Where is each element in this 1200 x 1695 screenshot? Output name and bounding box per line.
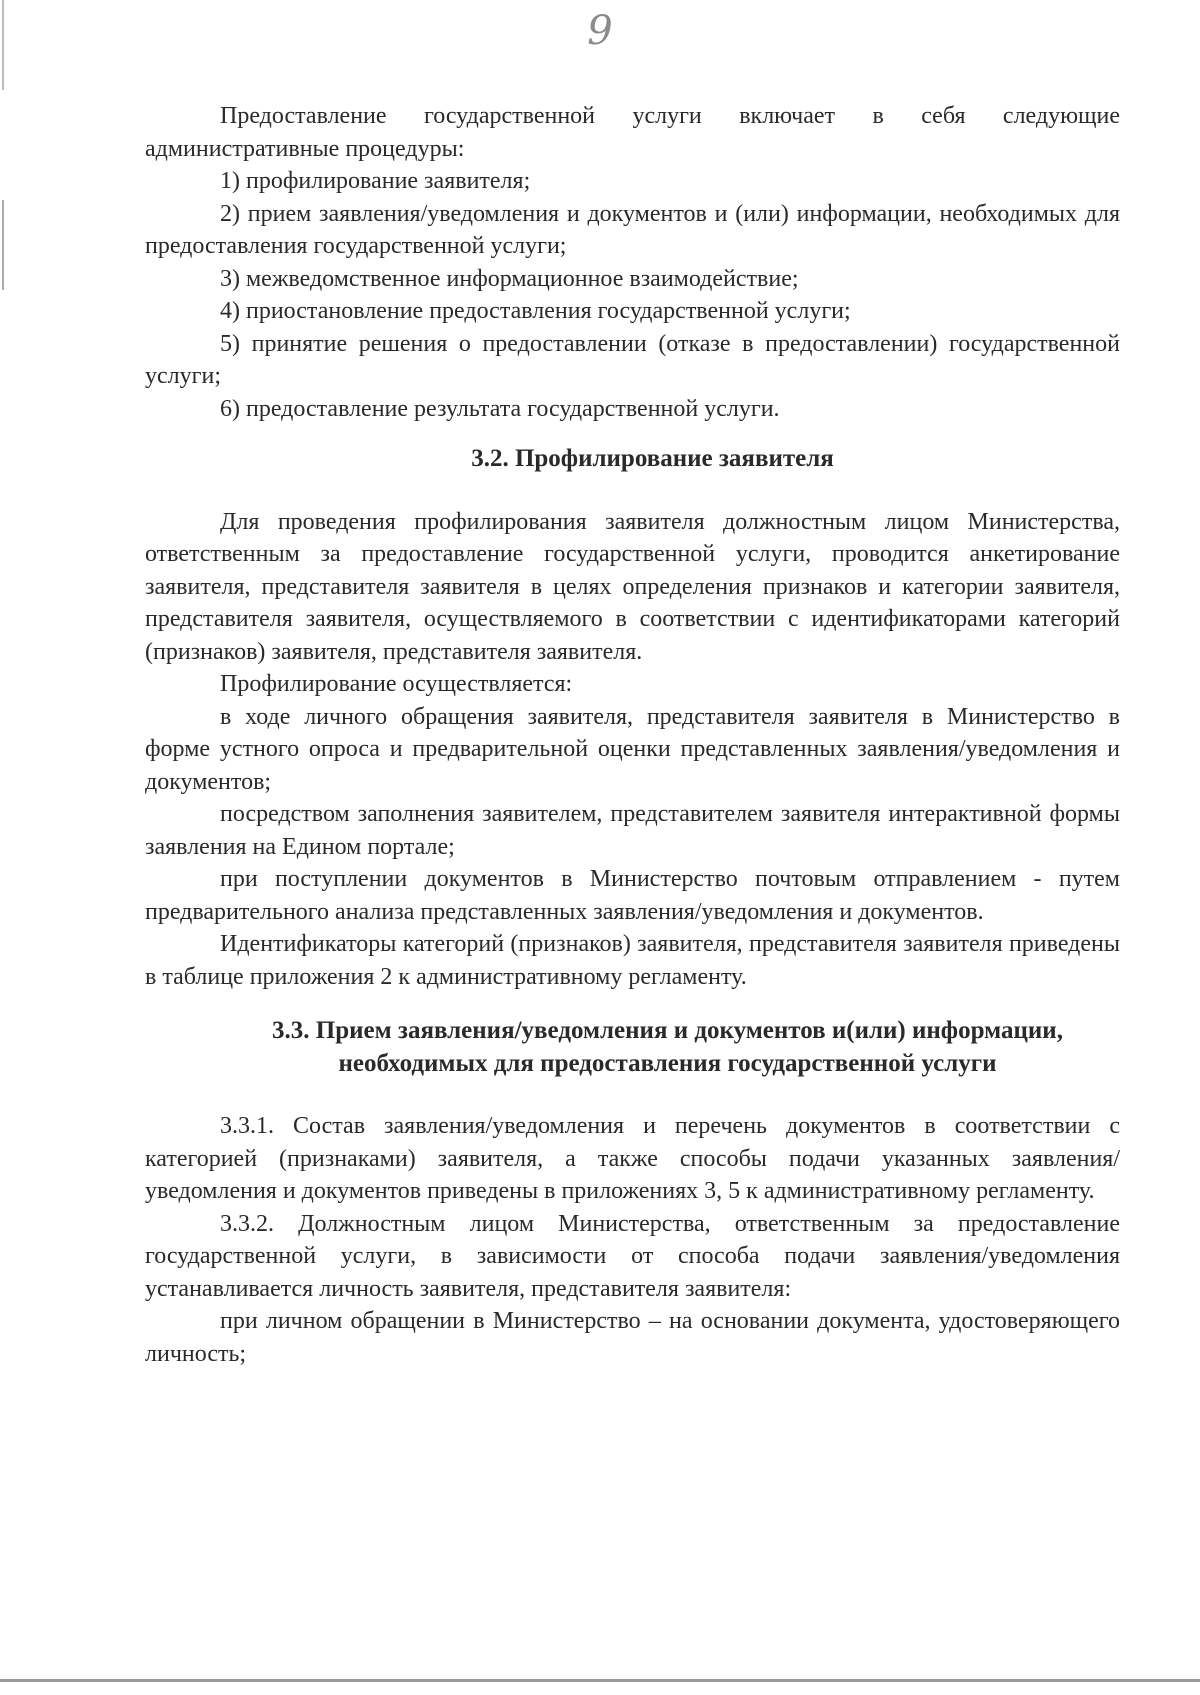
intro-lead: Предоставление государственной услуги включает в себя следующие административные процедуры: bbox=[145, 103, 1120, 162]
procedure-item-5: 5) принятие решения о предоставлении (отказе в предоставлении) государственной услуги; bbox=[145, 330, 1120, 389]
procedure-item-4: 4) приостановление предоставления государственной услуги; bbox=[220, 298, 851, 324]
section-3-2-paragraph: посредством заполнения заявителем, представителем заявителя интерактивной формы заявления на Едином портале; bbox=[145, 801, 1120, 860]
procedure-item-3: 3) межведомственное информационное взаимодействие; bbox=[220, 265, 799, 292]
section-3-3-heading-line-1: 3.3. Прием заявления/уведомления и документов и(или) информации, bbox=[272, 1017, 1063, 1044]
procedure-item-2: 2) прием заявления/уведомления и документов и (или) информации, необходимых для предоставления государственной услуги; bbox=[145, 200, 1120, 259]
procedure-item-1: 1) профилирование заявителя; bbox=[220, 168, 531, 194]
section-3-2-paragraph: в ходе личного обращения заявителя, представителя заявителя в Министерство в форме устного опроса и предварительной оценки представленных заявления/уведомления и документов; bbox=[145, 703, 1120, 795]
section-3-2-paragraph: Для проведения профилирования заявителя должностным лицом Министерства, ответственным за предоставление государственной услуги, проводится анкетирование заявителя, представителя заявителя в целях определения признаков и категории заявителя, представителя заявителя, осуществляемого в соответствии с идентификаторами категорий (признаков) заявителя, представителя заявителя. bbox=[145, 508, 1120, 665]
section-3-2-paragraph: Профилирование осуществляется: bbox=[220, 671, 573, 697]
section-3-3-heading bbox=[145, 1015, 1120, 1080]
section-3-3-paragraph: при личном обращении в Министерство – на основании документа, удостоверяющего личность; bbox=[145, 1308, 1120, 1367]
section-3-3-heading-line-2: необходимых для предоставления государственной услуги bbox=[338, 1049, 997, 1077]
section-3-3-paragraph: 3.3.2. Должностным лицом Министерства, ответственным за предоставление государственной услуги, в зависимости от способа подачи заявления/уведомления устанавливается личность заявителя, представителя заявителя: bbox=[145, 1210, 1120, 1302]
section-3-2-paragraph: Идентификаторы категорий (признаков) заявителя, представителя заявителя приведены в таблице приложения 2 к административному регламенту. bbox=[145, 931, 1120, 990]
document-body bbox=[145, 100, 1120, 1370]
section-3-2-paragraph: при поступлении документов в Министерство почтовым отправлением - путем предварительного анализа представленных заявления/уведомления и документов. bbox=[145, 866, 1120, 925]
scan-edge-left bbox=[2, 0, 4, 1695]
procedure-item-6: 6) предоставление результата государственной услуги. bbox=[220, 395, 780, 422]
section-3-2-heading: 3.2. Профилирование заявителя bbox=[471, 445, 834, 472]
page-number: 9 bbox=[587, 8, 613, 54]
scan-edge-bottom bbox=[0, 1679, 1200, 1682]
section-3-3-paragraph: 3.3.1. Состав заявления/уведомления и перечень документов в соответствии с категорией (признаками) заявителя, а также способы подачи указанных заявления/уведомления и документов приведены в приложениях 3, 5 к административному регламенту. bbox=[145, 1113, 1120, 1204]
